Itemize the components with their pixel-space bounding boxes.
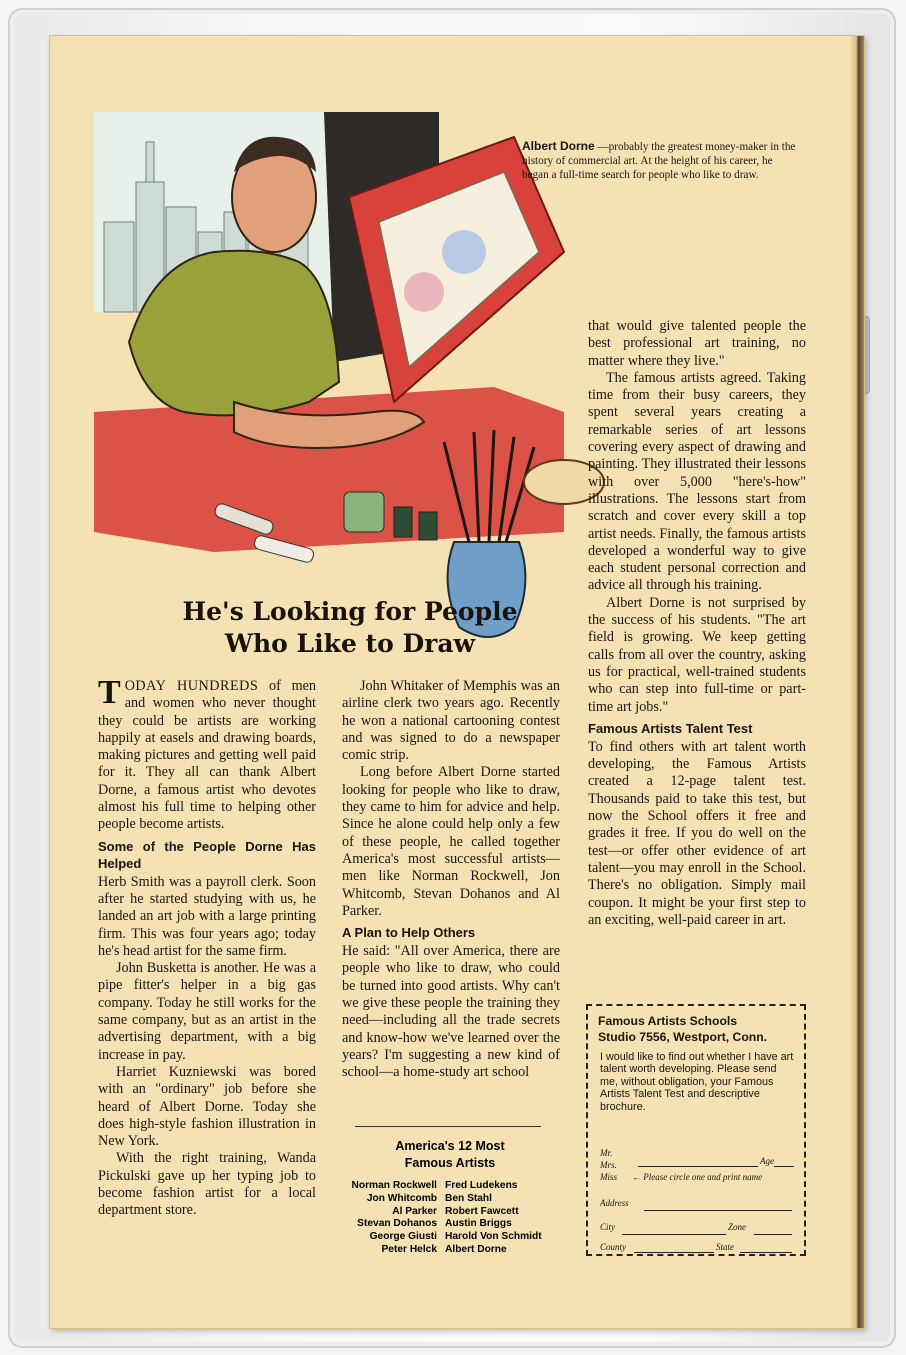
label-age: Age — [760, 1156, 774, 1166]
col2-subhead: A Plan to Help Others — [342, 925, 476, 941]
lead-caps: ODAY HUNDREDS — [124, 678, 259, 694]
name-field[interactable] — [638, 1166, 758, 1167]
label-mr: Mr. — [600, 1148, 613, 1158]
label-city: City — [600, 1222, 615, 1232]
col1-text-1: of men and women who never thought they could be artists are working happily at easels and drawing boards, making pictures and getting well paid for it. They all can thank Albert Dorne, a famous artist who devotes almost his full time to helping other people become artists. — [98, 678, 316, 833]
artist-name: George Giusti — [369, 1231, 437, 1243]
col3-para-1: that would give talented people the best professional art training, no matter where they live." — [588, 318, 806, 369]
article-column-3 — [588, 318, 806, 929]
label-state: State — [716, 1242, 734, 1252]
label-miss: Miss — [600, 1172, 618, 1182]
artist-row — [332, 1244, 572, 1257]
col3-para-4: To find others with art talent worth developing, the Famous Artists created a 12-page talent test. Thousands paid to take this test, but now the School offers it free and grades it free. If you do well on the test—or offer other evidence of art talent—you may enroll in the School. There's no obligation. Simply mail coupon. It might be your first step to an exciting, well-paid career in art. — [588, 738, 806, 928]
famous-artists-list — [332, 1180, 572, 1257]
artist-name: Fred Ludekens — [445, 1180, 518, 1191]
artist-row — [332, 1231, 572, 1244]
artist-name: Harold Von Schmidt — [445, 1231, 542, 1243]
artist-name: Jon Whitcomb — [366, 1192, 437, 1204]
label-address: Address — [600, 1198, 629, 1208]
headline — [130, 596, 570, 660]
sketch-figure-a — [442, 230, 486, 274]
zone-field[interactable] — [754, 1234, 792, 1235]
artist-name: Al Parker — [392, 1205, 437, 1217]
county-field[interactable] — [634, 1252, 714, 1253]
artist-name: Ben Stahl — [445, 1192, 492, 1204]
circle-note: ← Please circle one and print name — [632, 1172, 763, 1182]
artist-row — [332, 1180, 572, 1193]
col1-para-2: Herb Smith was a payroll clerk. Soon after he started studying with us, he landed an art job with a large printing firm. This was four years ago; today he's head artist for the same firm. — [98, 873, 316, 959]
col2-para-1: John Whitaker of Memphis was an airline clerk two years ago. Recently he won a national cartooning contest and was signed to do a newspaper comic strip. — [342, 678, 560, 764]
comic-back-cover — [50, 36, 864, 1328]
artist-name: Peter Helck — [381, 1243, 437, 1255]
col2-para-2: Long before Albert Dorne started looking for people who like to draw, they came to him for advice and help. Since he alone could help only a few of these people, he called together America's most successful artists—men like Norman Rockwell, Jon Whitcomb, Stevan Dohanos and Al Parker. — [342, 764, 560, 919]
artist-at-easel-illustration — [94, 112, 614, 652]
caption-text: —probably the greatest money-maker in the history of commercial art. At the height of his career, he began a full-time search for people who like to draw. — [522, 141, 796, 182]
label-mrs: Mrs. — [600, 1160, 617, 1170]
article-column-2 — [342, 678, 560, 1082]
famous-artists-title — [340, 1138, 560, 1172]
famous-title-line-2: Famous Artists — [404, 1156, 496, 1170]
col3-para-2: The famous artists agreed. Taking time from their busy careers, they spent several years creating a remarkable series of art lessons covering every aspect of drawing and painting. They illustrated their lessons with over 5,000 "here's-how" illustrations. The lessons start from scratch and cover every skill a top artist needs. Finally, the famous artists developed a wonderful way to give each student personal correction and advice all through his training. — [588, 369, 806, 594]
sketch-figure-b — [404, 272, 444, 312]
age-field[interactable] — [774, 1166, 794, 1167]
coupon-studio-address: Studio 7556, Westport, Conn. — [598, 1029, 768, 1044]
illustration-caption — [522, 139, 802, 183]
drop-cap: T — [98, 674, 121, 711]
label-county: County — [600, 1242, 626, 1252]
article-column-1 — [98, 674, 316, 1220]
col1-para-4: Harriet Kuzniewski was bored with an "ordinary" job before she heard of Albert Dorne. Today she does high-style fashion illustration in New York. — [98, 1063, 316, 1150]
col1-para-1 — [98, 674, 316, 834]
label-zone: Zone — [728, 1222, 746, 1232]
city-field[interactable] — [622, 1234, 726, 1235]
artist-name: Norman Rockwell — [351, 1180, 437, 1191]
artist-name: Robert Fawcett — [445, 1205, 519, 1217]
circle-note-text: Please circle one and print name — [643, 1172, 763, 1182]
artist-name: Stevan Dohanos — [357, 1218, 437, 1230]
caption-name: Albert Dorne — [522, 139, 595, 153]
state-field[interactable] — [740, 1252, 792, 1253]
mail-coupon[interactable] — [586, 1004, 806, 1256]
col1-para-5: With the right training, Wanda Pickulski gave up her typing job to become fashion artist for a local department store. — [98, 1150, 316, 1219]
artist-row — [332, 1218, 572, 1231]
col1-subhead: Some of the People Dorne Has Helped — [98, 838, 316, 871]
artist-name: Albert Dorne — [445, 1243, 507, 1255]
artist-row — [332, 1193, 572, 1206]
col1-para-3: John Busketta is another. He was a pipe fitter's helper in a big gas company. Today he still works for the same company, but as an artist in the advertising department, with a big increase in pay. — [98, 960, 316, 1063]
famous-title-line-1: America's 12 Most — [395, 1139, 505, 1153]
headline-line-2: Who Like to Draw — [224, 629, 476, 658]
col3-subhead: Famous Artists Talent Test — [588, 720, 753, 736]
headline-line-1: He's Looking for People — [182, 597, 518, 626]
col3-para-3: Albert Dorne is not surprised by the success of his students. "The art field is growing. We keep getting calls from all over the country, asking us for practical, well-trained students who can step into full-time or part-time art jobs." — [588, 594, 806, 715]
page-edge — [850, 36, 864, 1328]
artist-row — [332, 1206, 572, 1219]
address-field[interactable] — [644, 1210, 792, 1211]
coupon-school-name: Famous Artists Schools — [598, 1014, 738, 1028]
artist-name: Austin Briggs — [445, 1218, 512, 1230]
coupon-body: I would like to find out whether I have art talent worth developing. Please send me, without obligation, your Famous Artists Talent Test and descriptive brochure. — [600, 1051, 794, 1113]
col2-para-3: He said: "All over America, there are people who like to draw, who could be turned into good artists. Why can't we give these people the training they need—including all the trade secrets and know-how we've learned over the years? I'm suggesting a new kind of school—a home-study art school — [342, 943, 560, 1081]
divider — [355, 1126, 541, 1127]
